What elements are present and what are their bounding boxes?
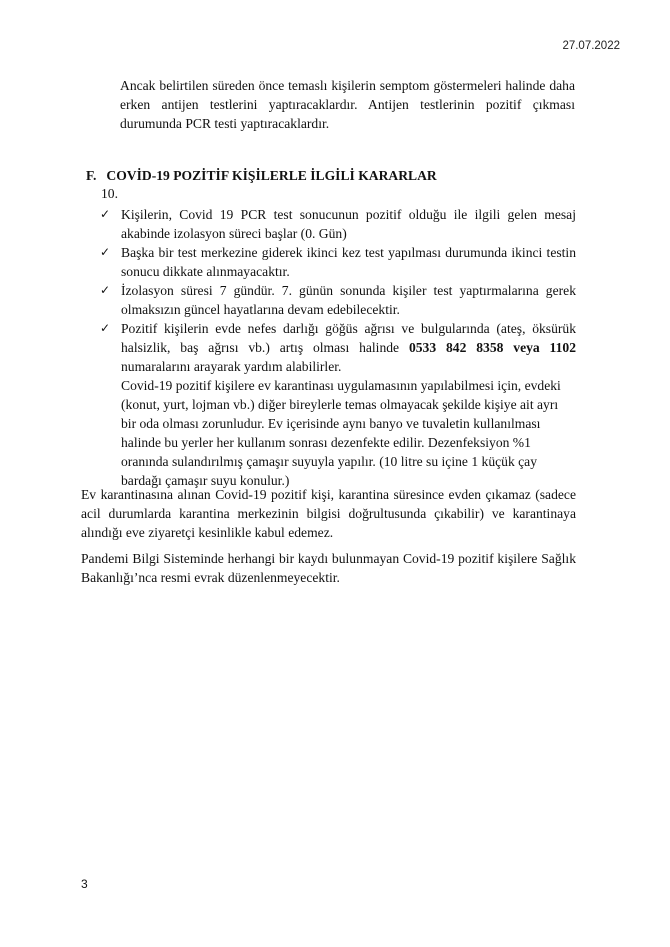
list-item-text: Pozitif kişilerin evde nefes darlığı göğüs ağrısı ve bulgularında (ateş, öksürük halsizlik, baş ağrısı vb.) artış olması halinde <box>121 321 576 355</box>
list-item <box>100 205 576 243</box>
list-item-text: numaralarını arayarak yardım alabilirler. <box>121 359 342 374</box>
section-title: COVİD-19 POZİTİF KİŞİLERLE İLGİLİ KARARLAR <box>106 168 437 183</box>
list-item <box>100 319 576 376</box>
check-mark-icon: ✓ <box>100 245 111 259</box>
intro-paragraph: Ancak belirtilen süreden önce temaslı kişilerin semptom göstermeleri halinde daha erken antijen testlerini yaptıracaklardır. Antijen testlerinin pozitif çıkması durumunda PCR testi yaptıracaklardır. <box>120 78 575 131</box>
list-item-text: İzolasyon süresi 7 gündür. 7. günün sonunda kişiler test yaptırmalarına gerek olmaksızın güncel hayatlarına devam edebilecektir. <box>121 283 576 317</box>
list-item <box>100 243 576 281</box>
page-number: 3 <box>81 877 88 891</box>
quarantine-note: Covid-19 pozitif kişilere ev karantinası uygulamasının yapılabilmesi için, evdeki (konut, yurt, lojman vb.) diğer bireylerle temas olmayacak şekilde kişiye ait ayrı bir oda olması zorunludur. Ev içerisinde aynı banyo ve tuvaletin kullanılması halinde bu yerler her kullanım sonrası dezenfekte edilir. Dezenfeksiyon %1 oranında sulandırılmış çamaşır suyuyla yapılır. (10 litre su içine 1 küçük çay bardağı çamaşır suyu konulur.) <box>121 378 561 488</box>
section-heading <box>86 168 437 184</box>
help-phone-numbers: 0533 842 8358 veya 1102 <box>408 340 576 355</box>
check-mark-icon: ✓ <box>100 283 111 297</box>
check-mark-icon: ✓ <box>100 207 111 221</box>
check-mark-icon: ✓ <box>100 321 111 335</box>
body-paragraph: Pandemi Bilgi Sisteminde herhangi bir kaydı bulunmayan Covid-19 pozitif kişilere Sağlık Bakanlığı’nca resmi evrak düzenlenmeyecektir. <box>81 551 576 585</box>
list-item <box>100 281 576 319</box>
decision-list <box>100 205 576 490</box>
section-number: 10. <box>101 186 118 201</box>
section-letter: F. <box>86 168 97 183</box>
list-item-text: Kişilerin, Covid 19 PCR test sonucunun pozitif olduğu ile ilgili gelen mesaj akabinde izolasyon süreci başlar (0. Gün) <box>121 207 576 241</box>
list-item-text: Başka bir test merkezine giderek ikinci kez test yapılması durumunda ikinci testin sonucu dikkate alınmayacaktır. <box>121 245 576 279</box>
body-paragraph: Ev karantinasına alınan Covid-19 pozitif kişi, karantina süresince evden çıkamaz (sadece acil durumlarda karantina merkezinin bilgisi doğrultusunda çıkabilir) ve karantinaya alındığı eve ziyaretçi kesinlikle kabul edemez. <box>81 487 576 540</box>
document-date: 27.07.2022 <box>562 40 620 52</box>
